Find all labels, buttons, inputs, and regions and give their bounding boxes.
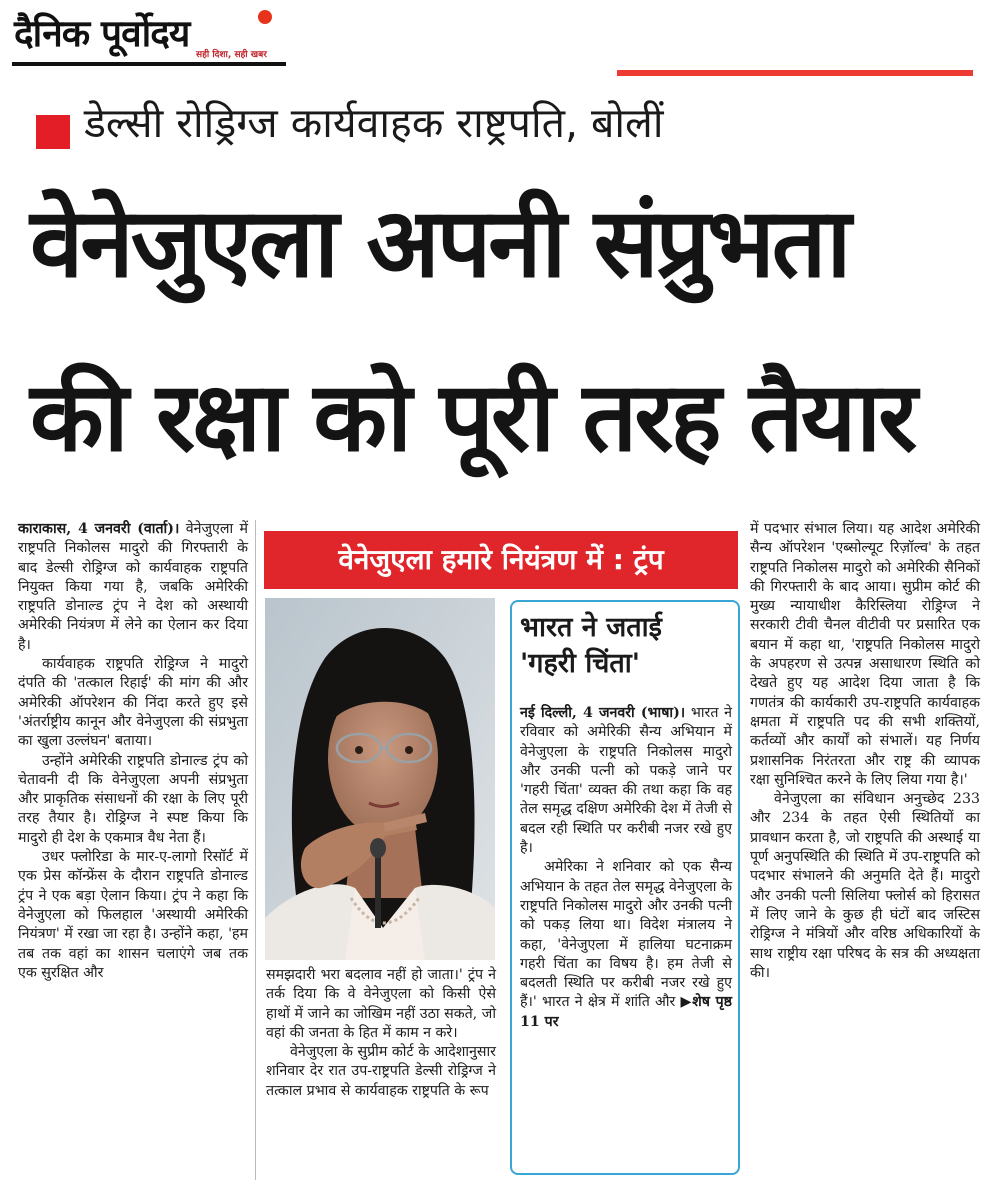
portrait-image bbox=[265, 598, 495, 960]
banner-headline: वेनेजुएला हमारे नियंत्रण में : ट्रंप bbox=[338, 543, 664, 576]
story-paragraph: वेनेजुएला का संविधान अनुच्छेद 233 और 234 के तहत ऐसी स्थितियों का प्रावधान करता है, जो राष्ट्रपति की अस्थाई या पूर्ण अनुपस्थिति की स्थिति में उप-राष्ट्रपति को पदभार संभालने की अनुमति देते हैं। मादुरो और उनकी पत्नी सिलिया फ्लोर्स को हिरासत में लिए जाने के कुछ ही घंटों बाद जस्टिस रोड्रिग्ज ने मंत्रियों और वरिष्ठ अधिकारियों के साथ राष्ट्रीय रक्षा परिषद के सत्र की अध्यक्षता की। bbox=[750, 791, 980, 981]
main-headline-line-1: वेनेजुएला अपनी संप्रुभता bbox=[30, 187, 849, 299]
story-paragraph: समझदारी भरा बदलाव नहीं हो जाता।' ट्रंप ने तर्क दिया कि वे वेनेजुएला को किसी ऐसे हाथों में जाने का जोखिम नहीं उठा सकते, जो वहां की जनता के हित में काम न करे। bbox=[266, 967, 496, 1041]
column-divider bbox=[255, 520, 256, 1180]
inset-headline-line-1: भारत ने जताई bbox=[520, 612, 662, 643]
newspaper-logo: दैनिक पूर्वोदय bbox=[14, 11, 190, 55]
masthead-rule bbox=[12, 62, 286, 66]
story-paragraph: उन्होंने अमेरिकी राष्ट्रपति डोनाल्ड ट्रंप को चेतावनी दी कि वेनेजुएला अपनी संप्रभुता और प्राकृतिक संसाधनों की रक्षा के लिए पूरी तरह तैयार है। रोड्रिग्ज ने स्पष्ट किया कि मादुरो ही देश के एकमात्र वैध नेता हैं। bbox=[18, 752, 248, 846]
news-photo bbox=[265, 598, 495, 960]
story-paragraph: में पदभार संभाल लिया। यह आदेश अमेरिकी सैन्य ऑपरेशन 'एब्सोल्यूट रिज़ॉल्व' के तहत राष्ट्रपति निकोलस मादुरो को अमेरिकी सैनिकों की गिरफ्तारी के बाद आया। सुप्रीम कोर्ट की मुख्य न्यायाधीश कैरिस्लिया रोड्रिग्ज ने सरकारी टीवी चैनल वीटीवी पर प्रसारित एक बयान में कहा था, 'राष्ट्रपति निकोलस मादुरो के अपहरण से उत्पन्न असाधारण स्थिति को देखते हुए यह आदेश दिया जाता है कि गणतंत्र की कार्यकारी उप-राष्ट्रपति कार्यवाहक क्षमता में राष्ट्रपति पद की सभी शक्तियों, कर्तव्यों और कार्यों को संभालें। यह निर्णय प्रशासनिक निरंतरता और राष्ट्र की व्यापक रक्षा सुनिश्चित करने के लिए लिया गया है।' bbox=[750, 521, 980, 788]
story-column-3 bbox=[750, 520, 980, 983]
story-column-1 bbox=[18, 520, 248, 983]
inset-headline bbox=[520, 610, 732, 682]
inset-dateline: नई दिल्ली, 4 जनवरी (भाषा)। bbox=[520, 705, 686, 721]
tagline: सही दिशा, सही खबर bbox=[196, 50, 267, 60]
story-dateline: काराकास, 4 जनवरी (वार्ता)। bbox=[18, 521, 180, 537]
masthead bbox=[0, 0, 995, 80]
inset-story-box bbox=[510, 600, 740, 1175]
story-paragraph: काराकास, 4 जनवरी (वार्ता)। वेनेजुएला में राष्ट्रपति निकोलस मादुरो की गिरफ्तारी के बाद डेल्सी रोड्रिग्ज को कार्यवाहक राष्ट्रपति नियुक्त किया गया है, जबकि अमेरिकी राष्ट्रपति डोनाल्ड ट्रंप ने देश को अस्थायी अमेरिकी नियंत्रण में लेने का ऐलान कर दिया है। bbox=[18, 521, 248, 653]
inset-body bbox=[520, 704, 732, 1032]
logo-dot-icon bbox=[258, 10, 272, 24]
story-paragraph: उधर फ्लोरिडा के मार-ए-लागो रिसॉर्ट में एक प्रेस कॉन्फ्रेंस के दौरान राष्ट्रपति डोनाल्ड ट्रंप ने एक बड़ा ऐलान किया। ट्रंप ने कहा कि वेनेजुएला को फिलहाल 'अस्थायी अमेरिकी नियंत्रण' में रखा जा रहा है। उन्होंने कहा, 'हम तब तक वहां का शासन चलाएंगे जब तक एक सुरक्षित और bbox=[18, 849, 248, 981]
kicker-headline: डेल्सी रोड्रिग्ज कार्यवाहक राष्ट्रपति, बोलीं bbox=[84, 99, 664, 147]
inset-paragraph: अमेरिका ने शनिवार को एक सैन्य अभियान के तहत तेल समृद्ध वेनेजुएला के राष्ट्रपति निकोलस मादुरो और उनकी पत्नी को पकड़ लिया था। विदेश मंत्रालय ने कहा, 'वेनेजुएला में हालिया घटनाक्रम गहरी चिंता का विषय है। हम तेजी से बदलती स्थिति पर करीबी नजर रखे हुए हैं।' भारत ने क्षेत्र में शांति और ▶शेष पृष्ठ 11 पर bbox=[520, 859, 732, 1030]
inset-headline-line-2: 'गहरी चिंता' bbox=[520, 648, 641, 679]
story-paragraph: कार्यवाहक राष्ट्रपति रोड्रिग्ज ने मादुरो दंपति की 'तत्काल रिहाई' की मांग की और अमेरिकी ऑपरेशन की निंदा करते हुए इसे 'अंतर्राष्ट्रीय कानून और वेनेजुएला की संप्रभुता का खुला उल्लंघन' बताया। bbox=[18, 656, 248, 750]
story-paragraph: वेनेजुएला के सुप्रीम कोर्ट के आदेशानुसार शनिवार देर रात उप-राष्ट्रपति डेल्सी रोड्रिग्ज ने तत्काल प्रभाव से कार्यवाहक राष्ट्रपति के रूप bbox=[266, 1044, 496, 1099]
red-banner bbox=[264, 531, 738, 589]
main-headline-line-2: की रक्षा को पूरी तरह तैयार bbox=[30, 361, 915, 473]
masthead-red-bar bbox=[617, 70, 973, 76]
kicker-square-icon bbox=[36, 115, 70, 149]
inset-paragraph: नई दिल्ली, 4 जनवरी (भाषा)। भारत ने रविवार को अमेरिकी सैन्य अभियान में वेनेजुएला के राष्ट्रपति निकोलस मादुरो और उनकी पत्नी को पकड़े जाने पर 'गहरी चिंता' व्यक्त की तथा कहा कि वह तेल समृद्ध दक्षिण अमेरिकी देश में तेजी से बदल रही स्थिति पर करीबी नजर रखे हुए है। bbox=[520, 705, 732, 857]
story-column-2 bbox=[266, 966, 496, 1101]
continued-on-page-link[interactable]: ▶शेष पृष्ठ 11 पर bbox=[520, 994, 732, 1030]
